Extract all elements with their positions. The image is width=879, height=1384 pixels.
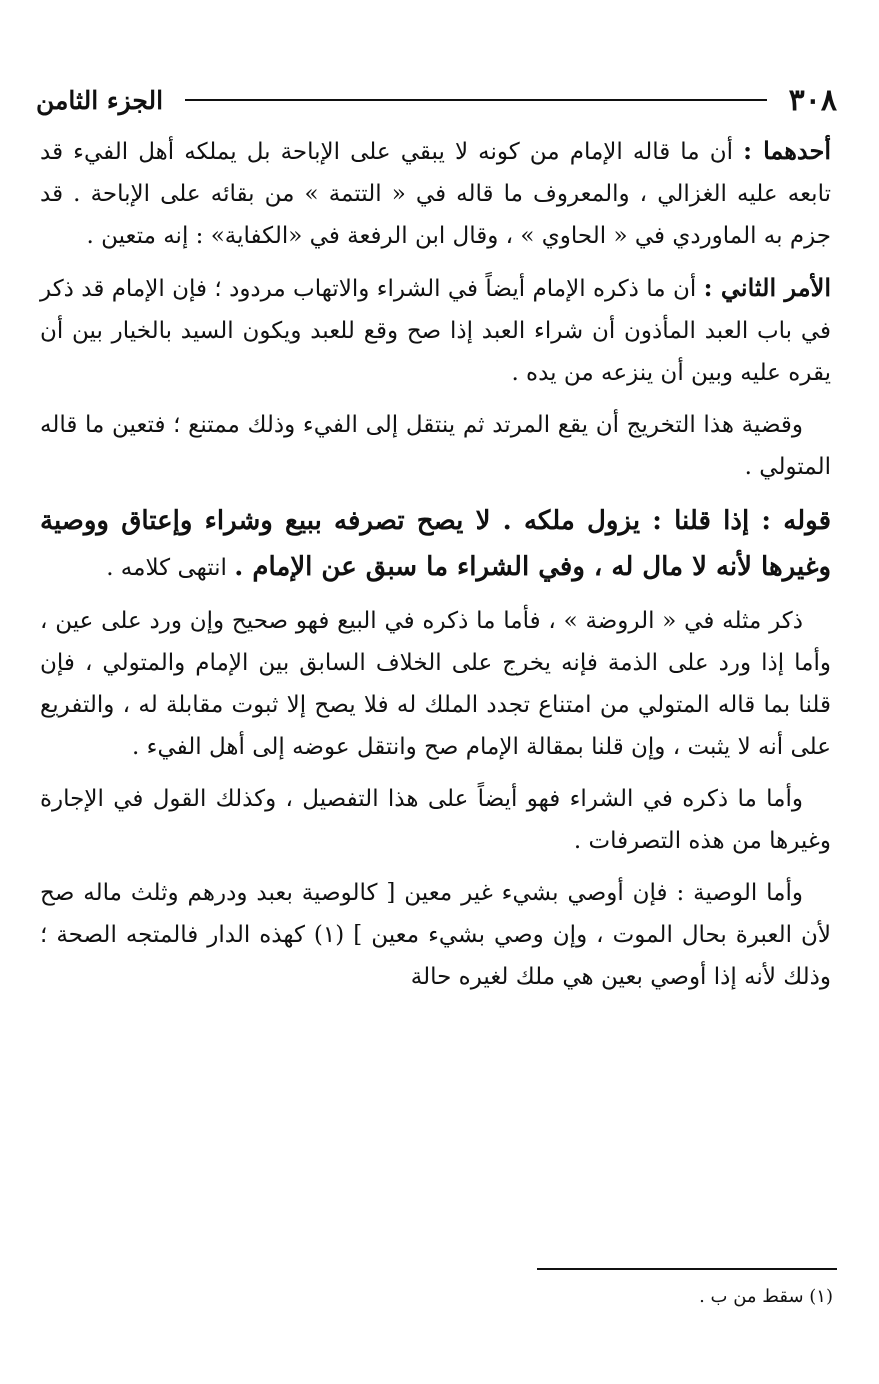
- paragraph-5: [40, 600, 831, 768]
- paragraph-3-text: وقضية هذا التخريج أن يقع المرتد ثم ينتقل إلى الفيء وذلك ممتنع ؛ فتعين ما قاله المتولي .: [40, 412, 831, 480]
- paragraph-2: [40, 267, 831, 394]
- paragraph-3: [40, 404, 831, 488]
- paragraph-2-lead: الأمر الثاني :: [703, 273, 831, 302]
- page-header: [36, 78, 837, 122]
- quoted-passage: قوله : إذا قلنا : يزول ملكه . لا يصح تصرفه ببيع وشراء وإعتاق ووصية وغيرها لأنه لا مال له ، وفي الشراء ما سبق عن الإمام .: [40, 506, 831, 582]
- paragraph-4: [40, 498, 831, 590]
- quoted-passage-end: انتهى كلامه .: [106, 555, 227, 581]
- paragraph-1: [40, 130, 831, 257]
- paragraph-7-text: وأما الوصية : فإن أوصي بشيء غير معين [ كالوصية بعبد ودرهم وثلث ماله صح لأن العبرة بحال الموت ، وإن وصي بشيء معين ] (١) كهذه الدار فالمتجه الصحة ؛ وذلك لأنه إذا أوصي بعين هي ملك لغيره حالة: [40, 880, 831, 990]
- paragraph-5-text: ذكر مثله في « الروضة » ، فأما ما ذكره في البيع فهو صحيح وإن ورد على عين ، وأما إذا ورد على الذمة فإنه يخرج على الخلاف السابق بين الإمام والمتولي ، فإن قلنا بما قاله المتولي من امتناع تجدد الملك له فلا يصح إلا ثبوت مقابلة له ، والتفريع على أنه لا يثبت ، وإن قلنا بمقالة الإمام صح وانتقل عوضه إلى أهل الفيء .: [40, 608, 831, 760]
- page-body: [40, 130, 831, 1008]
- running-title: الجزء الثامن: [36, 85, 164, 115]
- paragraph-1-text: أن ما قاله الإمام من كونه لا يبقي على الإباحة بل يملكه أهل الفيء قد تابعه عليه الغزالي ، والمعروف ما قاله في « التتمة » من بقائه على الإباحة . قد جزم به الماوردي في « الحاوي » ، وقال ابن الرفعة في «الكفاية» : إنه متعين .: [40, 139, 831, 249]
- paragraph-1-lead: أحدهما :: [743, 136, 832, 165]
- paragraph-2-text: أن ما ذكره الإمام أيضاً في الشراء والاتهاب مردود ؛ فإن الإمام قد ذكر في باب العبد المأذون أن شراء العبد إذا صح وقع للعبد ويكون السيد بالخيار بين أن يقره عليه وبين أن ينزعه من يده .: [40, 276, 831, 386]
- footnote: (١) سقط من ب .: [699, 1286, 833, 1307]
- page-number: ٣٠٨: [788, 82, 837, 118]
- header-rule: [185, 99, 767, 101]
- paragraph-6-text: وأما ما ذكره في الشراء فهو أيضاً على هذا التفصيل ، وكذلك القول في الإجارة وغيرها من هذه التصرفات .: [40, 786, 831, 854]
- paragraph-7: [40, 872, 831, 998]
- paragraph-6: [40, 778, 831, 862]
- footnote-rule: [537, 1268, 837, 1270]
